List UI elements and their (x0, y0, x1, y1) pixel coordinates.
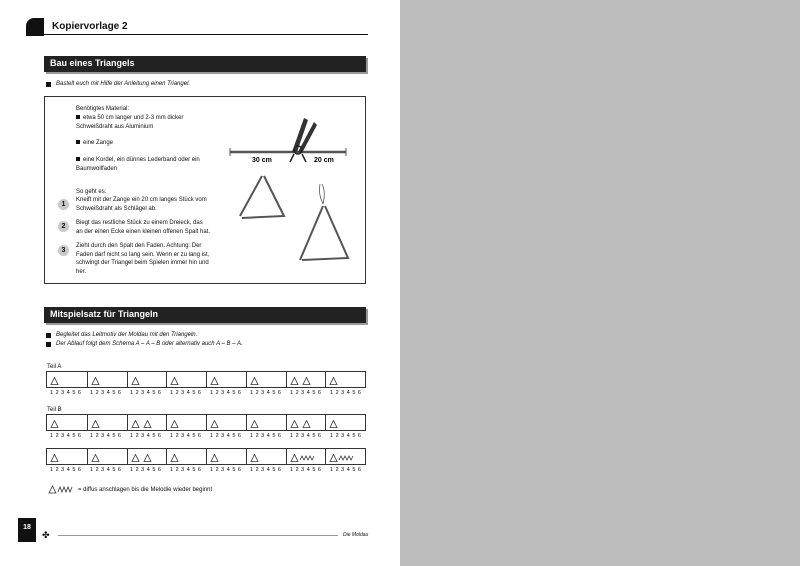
instruction-line: Der Ablauf folgt dem Schema A – A – B oder alternativ auch A – B – A. (46, 341, 243, 347)
triangle-note-icon (50, 420, 59, 428)
blank-facing-page (400, 0, 800, 566)
triangle-note-icon (143, 454, 152, 462)
hanging-triangle-icon (300, 184, 348, 260)
measure-cell (87, 415, 127, 430)
bullet-square-icon (46, 333, 51, 338)
instruction-line: Begleitet das Leitmotiv der Moldau mit den Triangeln. (46, 332, 197, 338)
triangle-note-icon (302, 377, 311, 385)
triangle-note-icon (170, 377, 179, 385)
bullet-square-icon (76, 157, 80, 161)
bullet-square-icon (46, 342, 51, 347)
measure-cell (127, 415, 167, 430)
steps-heading: So geht es: (76, 189, 107, 195)
teil-a-row (46, 371, 366, 388)
triangle-note-icon (290, 377, 299, 385)
teil-b-label: Teil B (47, 407, 62, 413)
header-tab (26, 18, 44, 36)
count-row: 1 2 3 4 5 6 1 2 3 4 5 6 1 2 3 4 5 6 1 2 3 4 5 6 1 2 3 4 5 6 1 2 3 4 5 6 1 2 3 4 5 6 1 2 3 4 5 6 (50, 390, 362, 396)
bullet-square-icon (46, 82, 51, 87)
section-title-mitspielsatz: Mitspielsatz für Triangeln (44, 307, 366, 323)
triangle-note-icon (143, 420, 152, 428)
instruction-line (46, 81, 190, 87)
triangle-note-icon (131, 420, 140, 428)
teil-b-row (46, 414, 366, 431)
instruction-text: Bastelt euch mit Hilfe der Anleitung einen Triangel. (56, 81, 191, 87)
bullet-square-icon (76, 140, 80, 144)
triangle-note-icon (91, 420, 100, 428)
measure-cell (325, 415, 365, 430)
bullet-square-icon (76, 115, 80, 119)
triangle-note-icon (210, 454, 219, 462)
triangle-note-icon (170, 454, 179, 462)
step-text: Zieht durch den Spalt den Faden. Achtung: Der Faden darf nicht so lang sein. Wenn er zu lang ist, schwingt der Triangel beim Spielen immer hin und her. (76, 243, 210, 275)
measure-cell (127, 449, 167, 464)
triangle-note-icon (250, 454, 259, 462)
material-item: eine Zange (76, 139, 211, 148)
triangle-building-illustration (228, 112, 358, 272)
measure-cell (127, 372, 167, 387)
triangle-note-icon (170, 420, 179, 428)
measure-cell (206, 449, 246, 464)
triangle-note-icon (210, 420, 219, 428)
measure-cell (325, 449, 365, 464)
measure-cell (246, 415, 286, 430)
measure-cell (166, 415, 206, 430)
measure-cell (246, 372, 286, 387)
open-triangle-icon (240, 176, 284, 218)
measure-cell (206, 372, 246, 387)
measure-cell (246, 449, 286, 464)
material-item: etwa 50 cm langer und 2-3 mm dicker Schweißdraht aus Aluminium (76, 115, 184, 130)
step-number: 1 (58, 199, 69, 210)
page-number: 18 (18, 518, 36, 542)
triangle-note-icon (210, 377, 219, 385)
measure-cell (87, 372, 127, 387)
legend-text: = diffus anschlagen bis die Melodie wieder beginnt (78, 486, 213, 493)
triangle-note-icon (250, 377, 259, 385)
step-number: 3 (58, 245, 69, 256)
triangle-note-icon (91, 454, 100, 462)
triangle-tremolo-icon (290, 454, 316, 462)
footer-title: Die Moldau (343, 532, 369, 538)
measure-cell (286, 415, 326, 430)
material-item: eine Kordel, ein dünnes Lederband oder ein Baumwollfaden (76, 157, 200, 172)
material-heading: Benötigtes Material: (76, 106, 130, 112)
measure-cell (206, 415, 246, 430)
triangle-note-icon (131, 454, 140, 462)
measure-cell (325, 372, 365, 387)
publisher-logo-icon: ✤ (42, 530, 50, 540)
triangle-tremolo-icon (48, 485, 74, 494)
measure-cell (166, 372, 206, 387)
header-divider (44, 34, 368, 35)
triangle-note-icon (131, 377, 140, 385)
measure-cell (166, 449, 206, 464)
step-text: Kneift mit der Zange ein 20 cm langes Stück vom Schweißdraht als Schlägel ab. (76, 197, 207, 212)
measure-cell (286, 449, 326, 464)
triangle-tremolo-icon (329, 454, 355, 462)
legend (48, 485, 212, 494)
triangle-note-icon (50, 377, 59, 385)
count-row: 1 2 3 4 5 6 1 2 3 4 5 6 1 2 3 4 5 6 1 2 3 4 5 6 1 2 3 4 5 6 1 2 3 4 5 6 1 2 3 4 5 6 1 2 3 4 5 6 (50, 433, 362, 439)
teil-b-row-2 (46, 448, 366, 465)
pliers-icon (290, 118, 317, 162)
measure-cell (47, 415, 87, 430)
measure-cell (47, 372, 87, 387)
triangle-note-icon (329, 377, 338, 385)
measure-cell (87, 449, 127, 464)
triangle-note-icon (50, 454, 59, 462)
footer-divider (58, 535, 338, 536)
triangle-note-icon (250, 420, 259, 428)
page-title: Kopiervorlage 2 (52, 21, 128, 32)
step-number: 2 (58, 221, 69, 232)
step-text: Biegt das restliche Stück zu einem Dreieck, das an der einen Ecke einen kleinen offenen Spalt hat. (76, 220, 210, 235)
measure-left-label: 30 cm (252, 157, 272, 164)
section-title-bau: Bau eines Triangels (44, 56, 366, 72)
measure-right-label: 20 cm (314, 157, 334, 164)
teil-a-label: Teil A (47, 364, 62, 370)
triangle-note-icon (91, 377, 100, 385)
triangle-note-icon (329, 420, 338, 428)
measure-cell (47, 449, 87, 464)
triangle-note-icon (302, 420, 311, 428)
count-row: 1 2 3 4 5 6 1 2 3 4 5 6 1 2 3 4 5 6 1 2 3 4 5 6 1 2 3 4 5 6 1 2 3 4 5 6 1 2 3 4 5 6 1 2 3 4 5 6 (50, 467, 362, 473)
triangle-note-icon (290, 420, 299, 428)
measure-cell (286, 372, 326, 387)
